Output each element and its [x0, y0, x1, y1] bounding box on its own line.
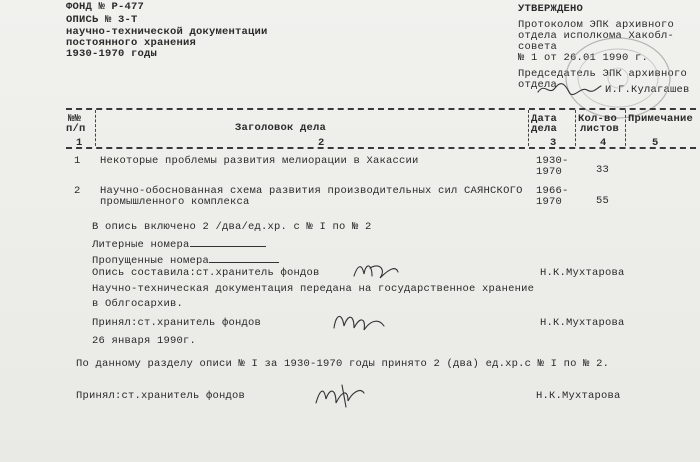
opis-number: ОПИСЬ № 3-Т — [66, 14, 138, 26]
row2-date-1: 1966- — [536, 185, 569, 197]
litera-numbers — [92, 238, 266, 250]
doc-type-line1: научно-технической документации — [66, 26, 268, 38]
transfer-line2: в Облгосархив. — [92, 298, 184, 310]
litera-label: Литерные номера — [92, 239, 190, 251]
header-num-2: п/п — [66, 123, 86, 135]
row1-title: Некоторые проблемы развития мелиорации в Хакассии — [100, 155, 419, 167]
col-number-3: 3 — [550, 137, 557, 149]
accepted-name: Н.К.Мухтарова — [540, 317, 625, 329]
chair-name: И.Г.Кулагашев — [605, 84, 690, 96]
col-number-5: 5 — [652, 137, 659, 149]
acceptor-signature — [330, 308, 388, 334]
approved-heading: УТВЕРЖДЕНО — [518, 3, 584, 15]
header-note: Примечание — [628, 113, 694, 125]
final-accepted-by: Принял:ст.хранитель фондов — [76, 390, 246, 402]
col-divider-3 — [575, 110, 576, 146]
col-number-4: 4 — [600, 137, 607, 149]
sign-date: 26 января 1990г. — [92, 335, 197, 347]
row1-num: 1 — [74, 155, 81, 167]
final-acceptor-signature — [312, 381, 368, 409]
final-accepted-name: Н.К.Мухтарова — [536, 390, 621, 402]
skipped-blank — [209, 254, 279, 263]
doc-type-line2: постоянного хранения — [66, 37, 197, 49]
section-summary: По данному разделу описи № I за 1930-1970 годы принято 2 (два) ед.хр.с № I по № 2. — [76, 358, 610, 370]
doc-years: 1930-1970 годы — [66, 48, 158, 60]
archive-stamp — [548, 26, 678, 121]
chair-line2: отдела — [518, 79, 558, 91]
header-title: Заголовок дела — [235, 122, 327, 134]
table-top-rule — [66, 108, 696, 110]
approved-line3: совета — [518, 41, 558, 53]
compiled-by: Опись составила:ст.хранитель фондов — [92, 267, 320, 279]
skipped-numbers — [92, 254, 279, 266]
chair-line1: Председатель ЭПК архивного — [518, 68, 688, 80]
col-number-2: 2 — [318, 137, 325, 149]
header-num: №№ — [68, 113, 82, 125]
col-number-1: 1 — [76, 137, 83, 149]
approved-line1: Протоколом ЭПК архивного — [518, 19, 675, 31]
row2-count: 55 — [596, 195, 610, 207]
row1-date-2: 1970 — [536, 166, 563, 178]
header-date-2: дела — [531, 123, 558, 135]
header-date: Дата — [531, 113, 558, 125]
fond-number: ФОНД № Р-477 — [66, 1, 145, 13]
col-divider-1 — [95, 110, 96, 146]
row2-title-2: промышленного комплекса — [100, 196, 250, 208]
row2-date-2: 1970 — [536, 196, 563, 208]
included-note: В опись включено 2 /два/ед.хр. с № I по № 2 — [92, 221, 372, 233]
approved-line2: отдела исполкома Хакобл- — [518, 30, 675, 42]
transfer-line1: Научно-техническая документация передана на государственное хранение — [92, 283, 535, 295]
skipped-label: Пропущенные номера — [92, 255, 210, 267]
compiler-signature — [350, 258, 402, 282]
row1-count: 33 — [596, 164, 610, 176]
compiled-name: Н.К.Мухтарова — [540, 267, 625, 279]
row2-title-1: Научно-обоснованная схема развития производительных сил САЯНСКОГО — [100, 185, 523, 197]
header-count: Кол-во — [578, 113, 618, 125]
header-count-2: листов — [580, 123, 620, 135]
row1-date-1: 1930- — [536, 155, 569, 167]
litera-blank — [190, 238, 266, 247]
col-divider-2 — [528, 110, 529, 146]
chair-signature — [535, 78, 605, 100]
col-divider-4 — [625, 110, 626, 146]
protocol-number: № 1 от 26.01 1990 г. — [518, 52, 649, 64]
row2-num: 2 — [74, 185, 81, 197]
accepted-by: Принял:ст.хранитель фондов — [92, 317, 262, 329]
